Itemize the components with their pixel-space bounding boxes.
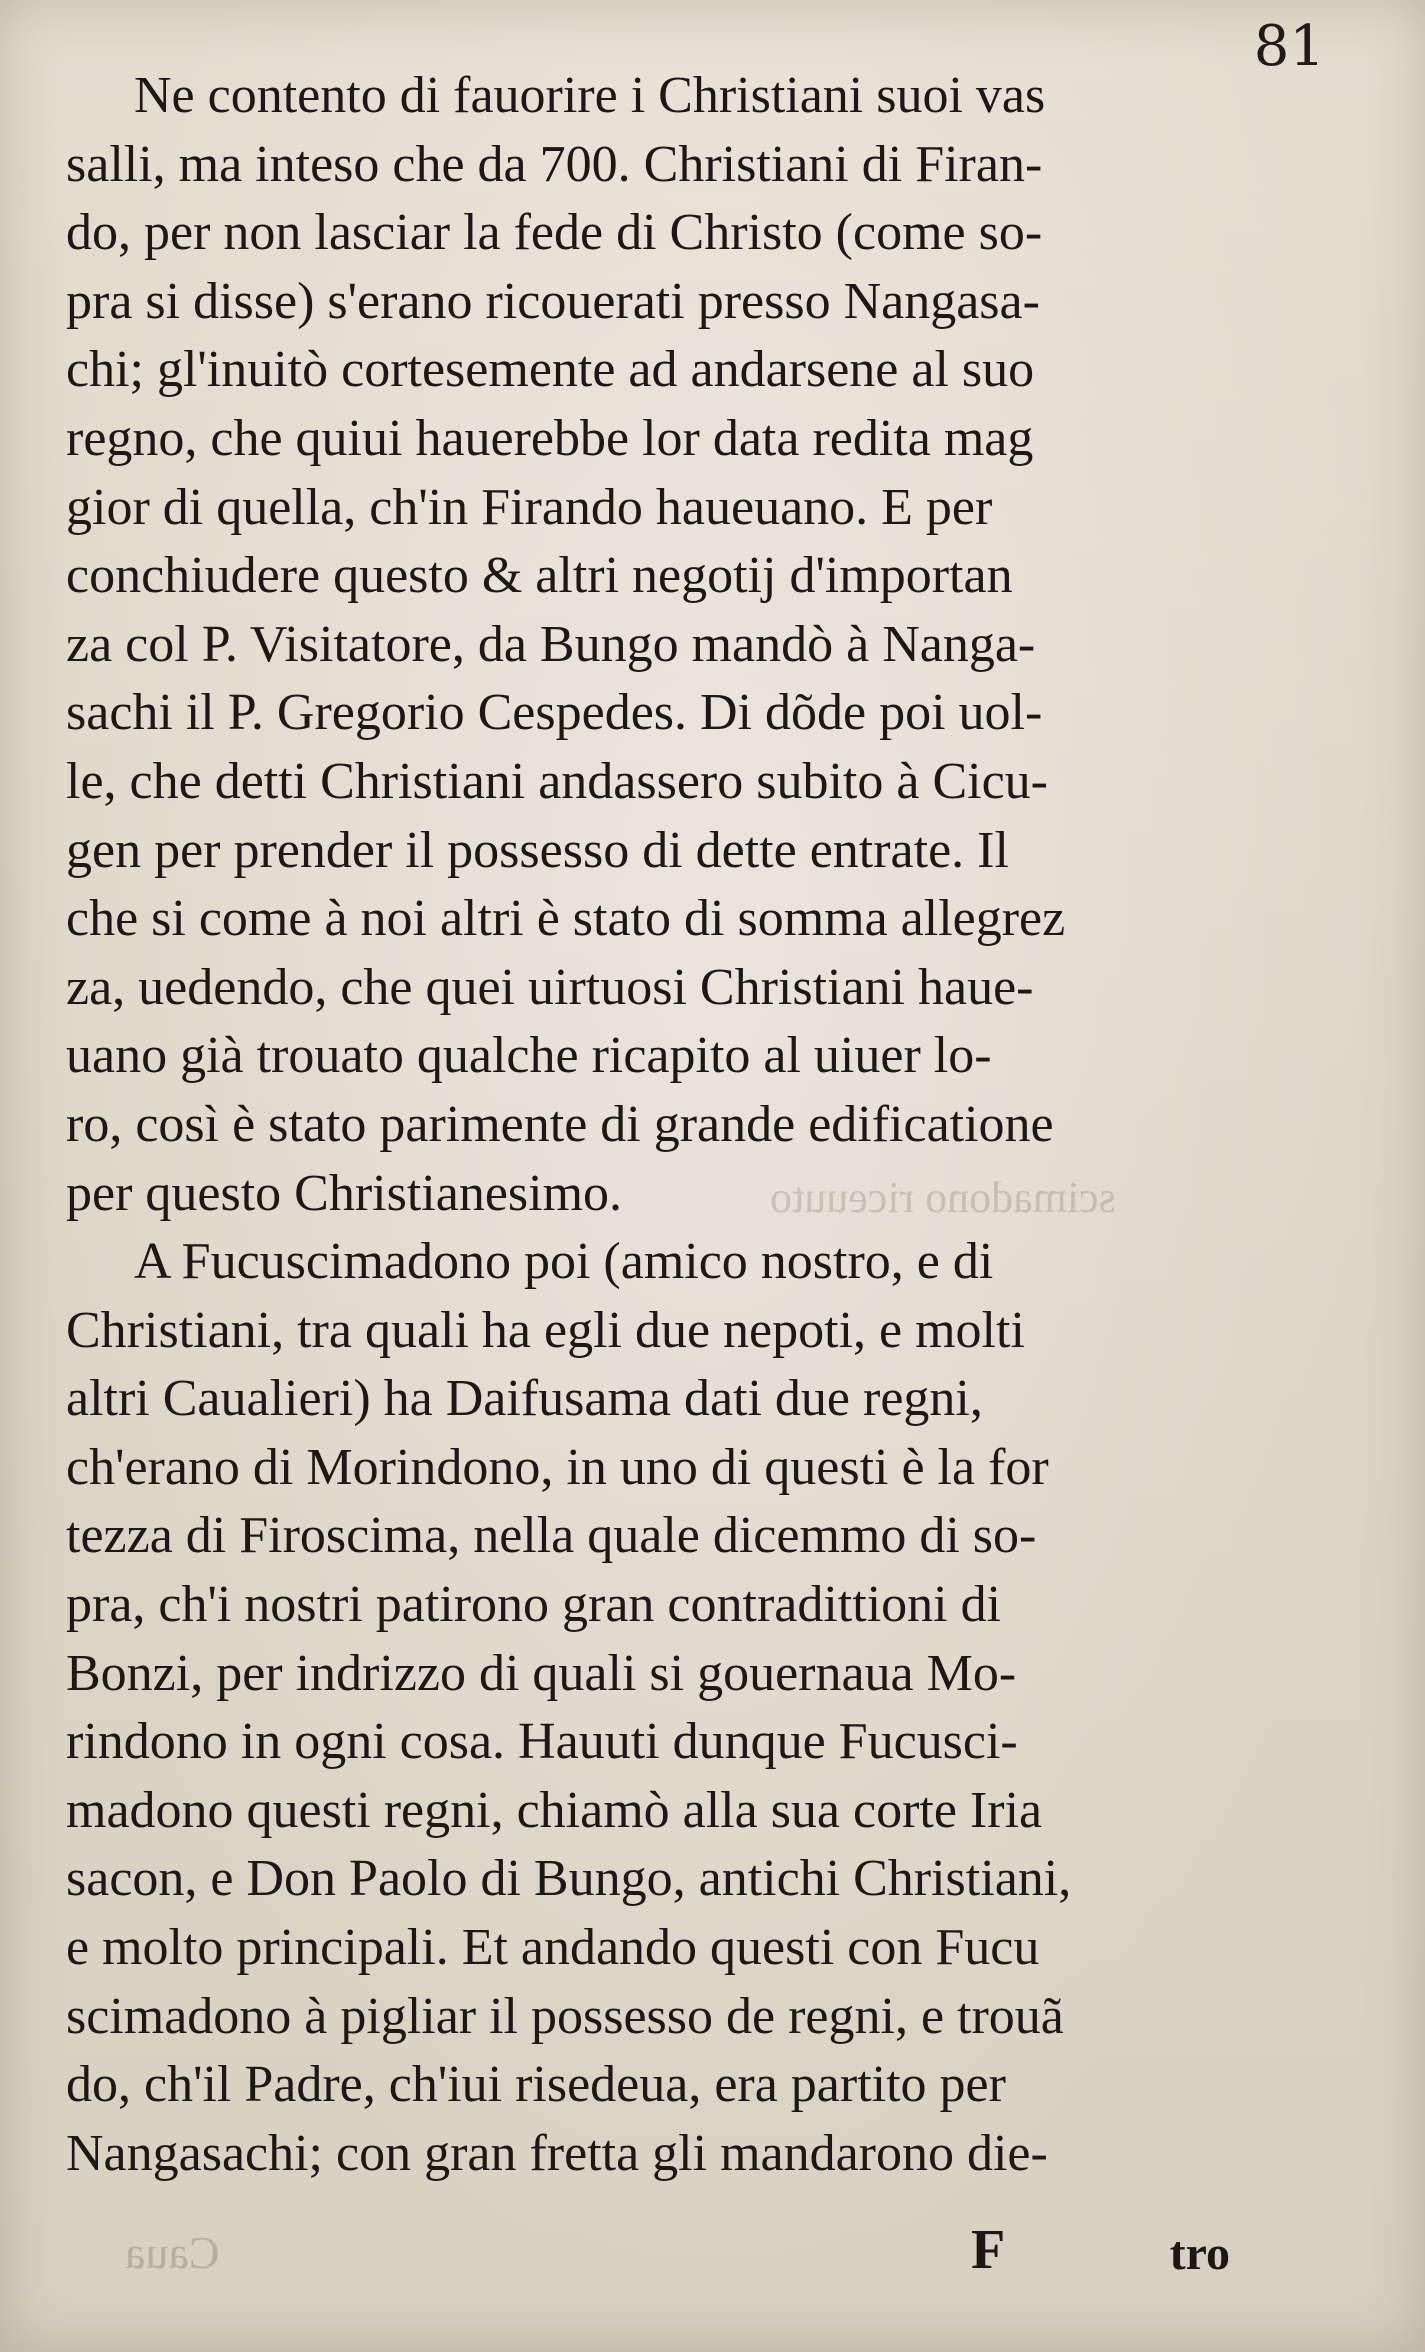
text-line: tezza di Firoscima, nella quale dicemmo di so- bbox=[66, 1507, 1037, 1565]
body-text bbox=[66, 62, 1296, 2188]
text-line: madono questi regni, chiamò alla sua corte Iria bbox=[66, 1781, 1043, 1839]
text-line: altri Caualieri) ha Daifusama dati due regni, bbox=[66, 1370, 983, 1428]
text-line: do, ch'il Padre, ch'iui risedeua, era partito per bbox=[66, 2056, 1006, 2114]
text-line: per questo Christianesimo. bbox=[66, 1164, 623, 1222]
text-line: Bonzi, per indrizzo di quali si gouernaua Mo- bbox=[66, 1644, 1017, 1702]
text-line: do, per non lasciar la fede di Christo (come so- bbox=[66, 204, 1043, 262]
text-line: ch'erano di Morindono, in uno di questi è la for bbox=[66, 1438, 1049, 1496]
text-line: chi; gl'inuitò cortesemente ad andarsene al suo bbox=[66, 341, 1035, 399]
mirror-ghost-text: Caua bbox=[125, 2227, 220, 2278]
footer-row bbox=[66, 2218, 1296, 2288]
text-line: le, che detti Christiani andassero subito à Cicu- bbox=[66, 752, 1048, 810]
text-line: scimadono à pigliar il possesso de regni, e trouã bbox=[66, 1987, 1064, 2045]
text-line: Christiani, tra quali ha egli due nepoti, e molti bbox=[66, 1301, 1025, 1359]
bleed-through-text: scimadono riceuuto bbox=[770, 1173, 1116, 1222]
text-line: za col P. Visitatore, da Bungo mandò à Nanga- bbox=[66, 615, 1036, 673]
text-line: e molto principali. Et andando questi con Fucu bbox=[66, 1919, 1040, 1977]
text-line: ro, così è stato parimente di grande edificatione bbox=[66, 1095, 1054, 1153]
text-line: gior di quella, ch'in Firando haueuano. E per bbox=[66, 478, 993, 536]
page-number: 81 bbox=[1253, 14, 1325, 79]
text-line: che si come à noi altri è stato di somma allegrez bbox=[66, 890, 1066, 948]
text-line: za, uedendo, che quei uirtuosi Christiani haue- bbox=[66, 958, 1034, 1016]
text-line: A Fucuscimadono poi (amico nostro, e di bbox=[134, 1233, 994, 1291]
text-line: uano già trouato qualche ricapito al uiuer lo- bbox=[66, 1027, 992, 1085]
text-line: rindono in ogni cosa. Hauuti dunque Fucusci- bbox=[66, 1713, 1018, 1771]
text-line: Nangasachi; con gran fretta gli mandarono die- bbox=[66, 2124, 1048, 2182]
catchword: tro bbox=[1169, 2227, 1230, 2280]
text-line: regno, che quiui hauerebbe lor data redita mag bbox=[66, 409, 1034, 467]
text-line: sacon, e Don Paolo di Bungo, antichi Christiani, bbox=[66, 1850, 1072, 1908]
text-line: conchiudere questo & altri negotij d'importan bbox=[66, 547, 1013, 605]
text-line: salli, ma inteso che da 700. Christiani di Firan- bbox=[66, 135, 1043, 193]
text-line: sachi il P. Gregorio Cespedes. Di dõde poi uol- bbox=[66, 684, 1043, 742]
text-line: gen per prender il possesso di dette entrate. Il bbox=[66, 821, 1009, 879]
text-line: pra, ch'i nostri patirono gran contradittioni di bbox=[66, 1576, 1002, 1634]
text-line: pra si disse) s'erano ricouerati presso Nangasa- bbox=[66, 272, 1040, 330]
signature-mark: F bbox=[971, 2219, 1006, 2281]
text-line: Ne contento di fauorire i Christiani suoi vas bbox=[134, 67, 1046, 124]
